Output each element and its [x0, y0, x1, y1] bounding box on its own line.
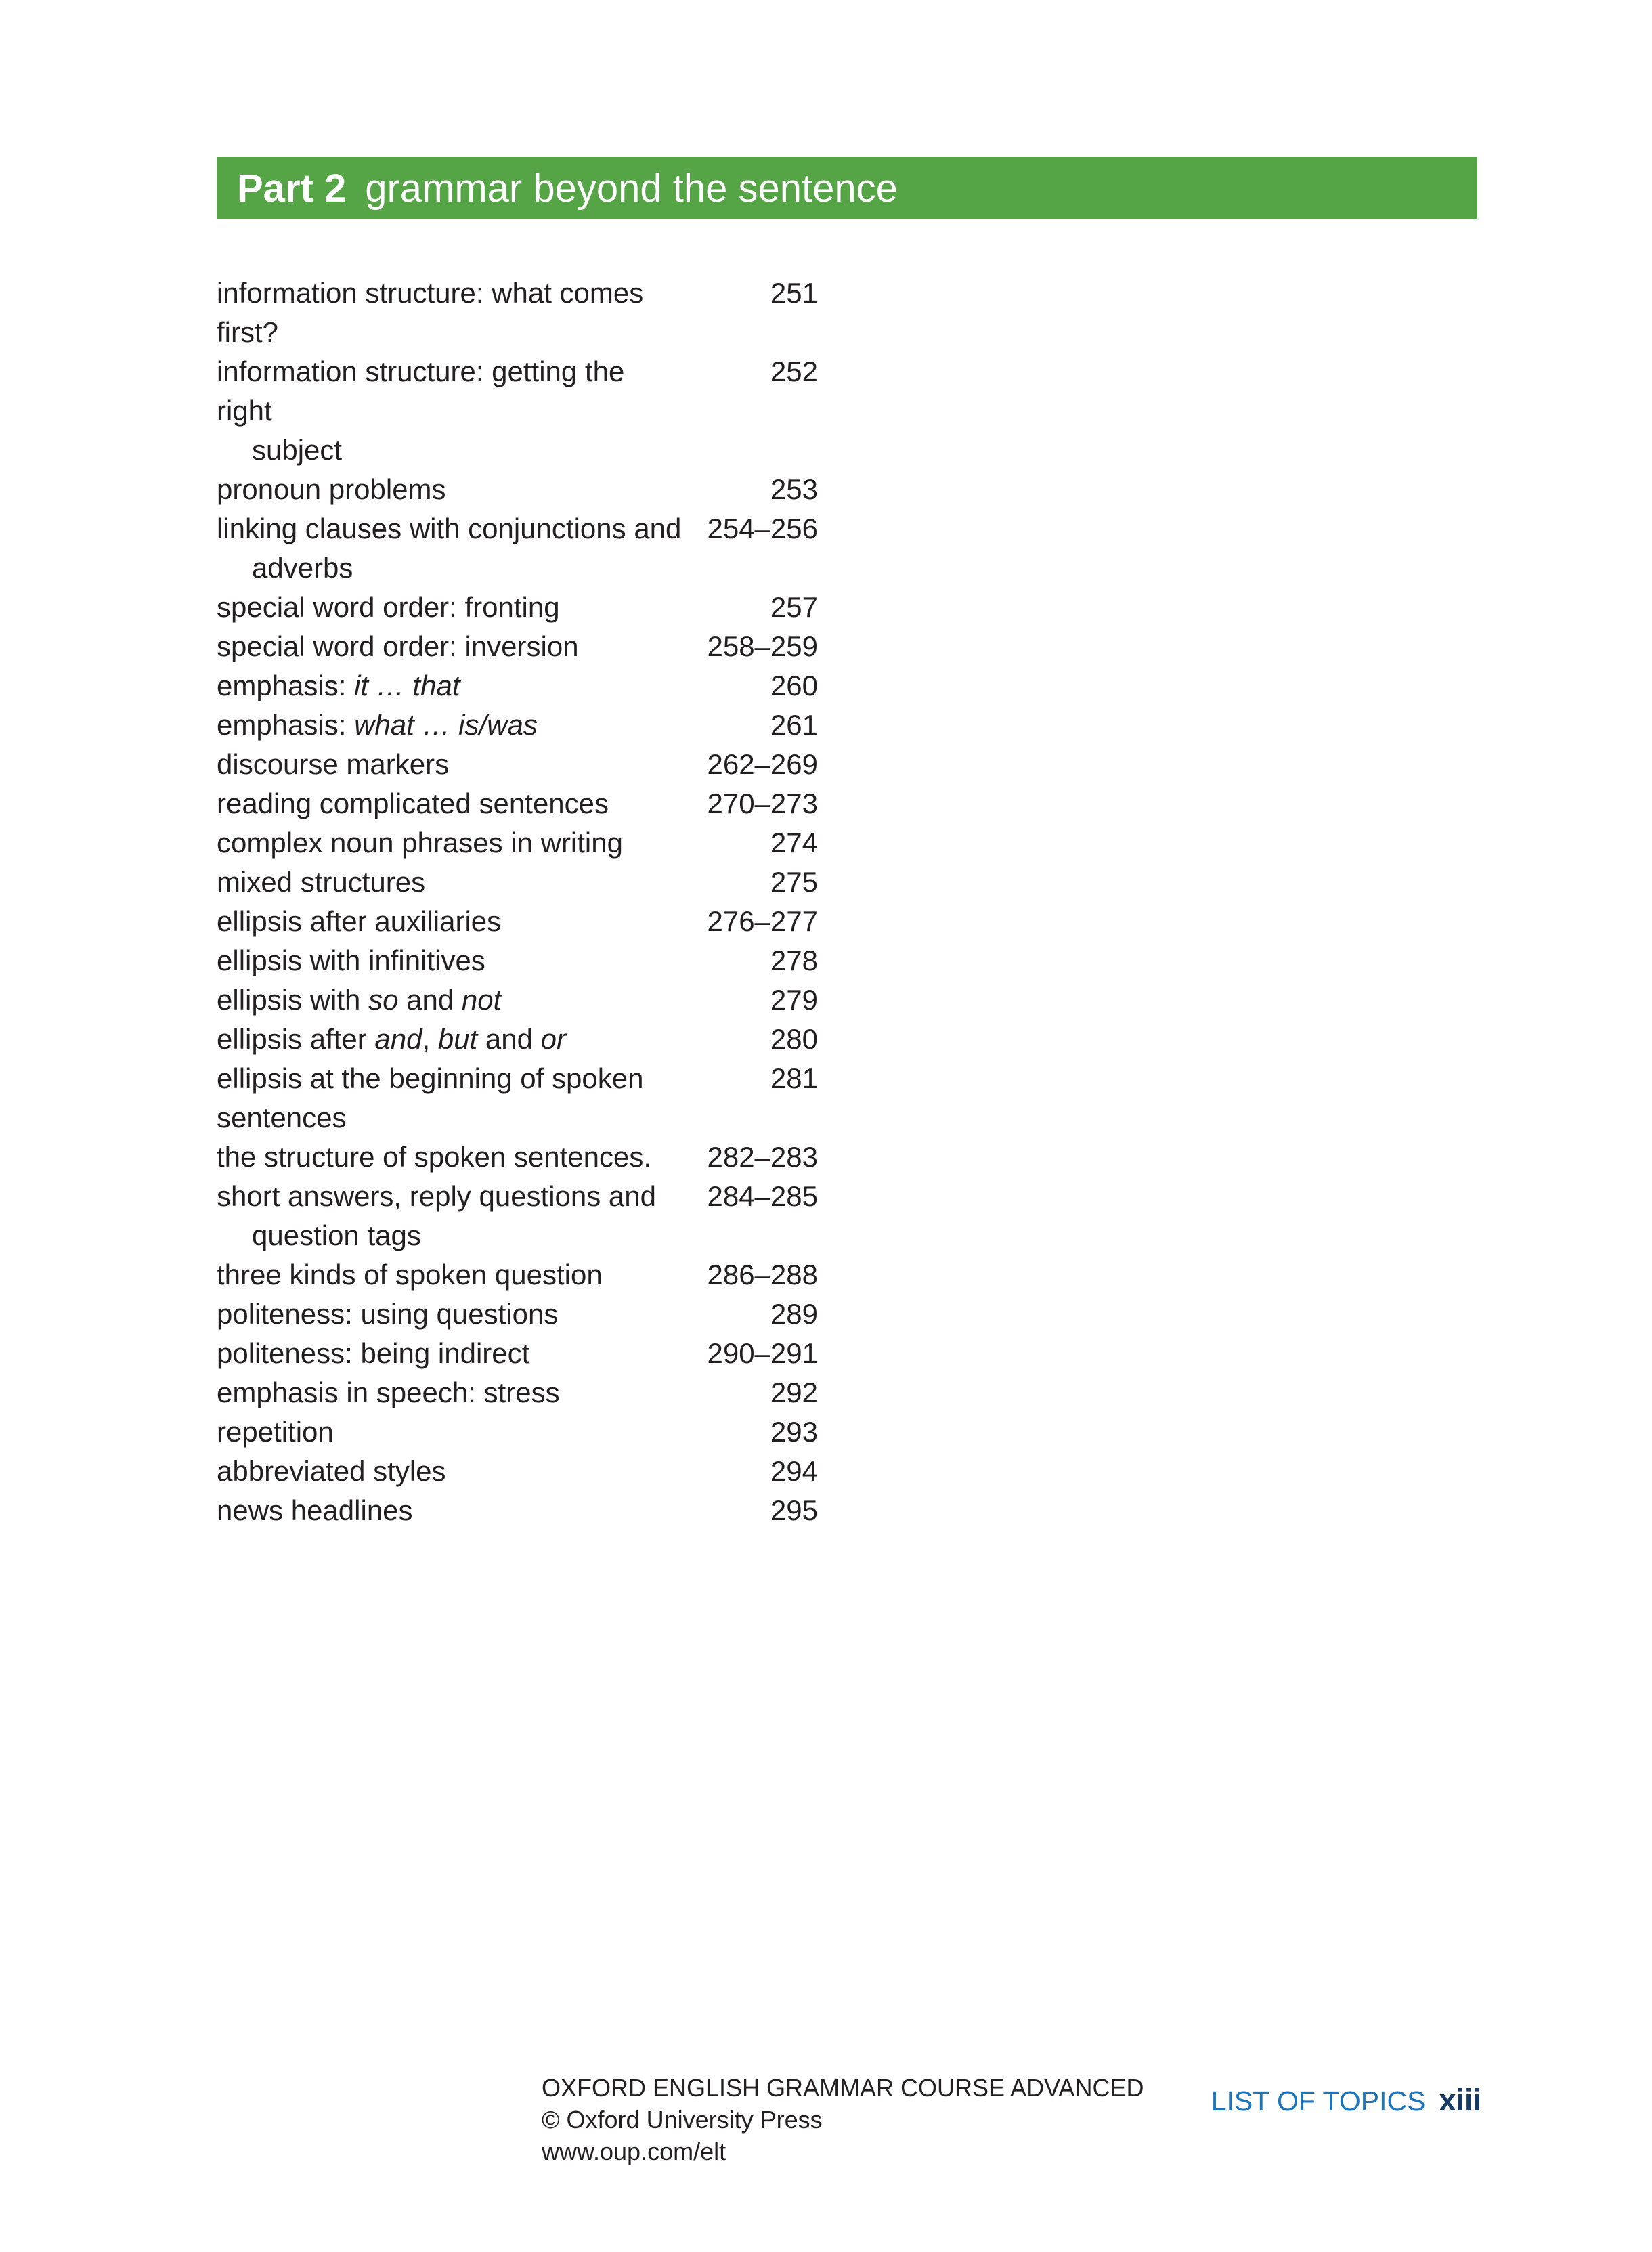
toc-entry: [217, 745, 818, 784]
toc-entry: [217, 1059, 818, 1138]
toc-entry-pages: 257: [770, 591, 818, 623]
toc-entry-title: ellipsis with so and not: [217, 984, 502, 1016]
toc-entry-title: politeness: being indirect: [217, 1337, 530, 1369]
toc-entry-title: linking clauses with conjunctions and adverbs: [217, 509, 699, 588]
toc-entry-title-continuation: question tags: [252, 1219, 421, 1251]
toc-entry-title-continuation: subject: [252, 434, 343, 466]
toc-entry-title: special word order: fronting: [217, 591, 560, 623]
toc-entry-title: ellipsis after auxiliaries: [217, 905, 502, 937]
toc-entry-title: ellipsis with infinitives: [217, 945, 485, 976]
toc-entry-pages: 252: [770, 355, 818, 387]
toc-entry-title: emphasis: what … is/was: [217, 709, 538, 741]
toc-entry-pages: 261: [770, 709, 818, 741]
toc-entry: [217, 706, 818, 745]
toc-entry-pages: 260: [770, 670, 818, 701]
footer-book-title: OXFORD ENGLISH GRAMMAR COURSE ADVANCED: [542, 2074, 1144, 2102]
part-header: [217, 157, 1477, 219]
toc-entry-pages: 284–285: [707, 1180, 818, 1212]
toc-entry-pages: 292: [770, 1377, 818, 1408]
toc-entry-title: the structure of spoken sentences.: [217, 1141, 652, 1173]
footer-page-number: xiii: [1439, 2083, 1481, 2117]
toc-entry-pages: 289: [770, 1298, 818, 1330]
toc-entry: [217, 1452, 818, 1491]
toc-entry-title: information structure: getting the right subject: [217, 352, 699, 470]
footer-copyright: © Oxford University Press: [542, 2106, 823, 2134]
toc-entry-title: discourse markers: [217, 748, 450, 780]
toc-entry: [217, 863, 818, 902]
footer-pagination: [1211, 2083, 1481, 2118]
toc-entry: [217, 666, 818, 706]
toc-entry-pages: 274: [770, 827, 818, 859]
toc-entry-pages: 279: [770, 984, 818, 1016]
toc-entry: [217, 1138, 818, 1177]
toc-entry: [217, 1177, 818, 1255]
toc-entry: [217, 1255, 818, 1295]
footer-website: www.oup.com/elt: [542, 2138, 726, 2165]
toc-entry: [217, 1295, 818, 1334]
toc-entry: [217, 470, 818, 509]
toc-entry-pages: 282–283: [707, 1141, 818, 1173]
toc-entry-pages: 258–259: [707, 630, 818, 662]
toc-entry-pages: 262–269: [707, 748, 818, 780]
toc-entry: [217, 902, 818, 941]
toc-entry-title: short answers, reply questions and question tags: [217, 1177, 699, 1255]
toc-entry-title: politeness: using questions: [217, 1298, 559, 1330]
toc-entry-title: emphasis: it … that: [217, 670, 460, 701]
toc-entry: [217, 1334, 818, 1373]
toc-entry-pages: 270–273: [707, 787, 818, 819]
toc-entry-pages: 276–277: [707, 905, 818, 937]
toc-entry-pages: 286–288: [707, 1259, 818, 1291]
toc-entry-title: ellipsis at the beginning of spoken sentences: [217, 1062, 644, 1133]
toc-entry: [217, 588, 818, 627]
toc-entry-title: mixed structures: [217, 866, 426, 898]
toc-entry-pages: 278: [770, 945, 818, 976]
toc-entry-title: repetition: [217, 1416, 334, 1448]
toc-entry-title-continuation: adverbs: [252, 552, 353, 584]
toc-entry: [217, 274, 818, 352]
toc-entry: [217, 784, 818, 823]
toc-entry-pages: 251: [770, 277, 818, 309]
toc-entry-pages: 280: [770, 1023, 818, 1055]
part-label: Part 2: [237, 166, 347, 211]
toc-list: [217, 274, 818, 1530]
toc-entry-pages: 254–256: [707, 513, 818, 544]
toc-entry-pages: 295: [770, 1494, 818, 1526]
toc-entry-title: abbreviated styles: [217, 1455, 446, 1487]
toc-entry-title: three kinds of spoken question: [217, 1259, 603, 1291]
toc-entry: [217, 1412, 818, 1452]
footer-imprint: [542, 2072, 1144, 2167]
toc-entry: [217, 509, 818, 588]
toc-entry: [217, 941, 818, 980]
toc-entry-title: pronoun problems: [217, 473, 446, 505]
toc-entry-pages: 293: [770, 1416, 818, 1448]
toc-entry: [217, 627, 818, 666]
toc-entry-title: ellipsis after and, but and or: [217, 1023, 567, 1055]
toc-entry-title: information structure: what comes first?: [217, 277, 644, 348]
toc-entry-title: emphasis in speech: stress: [217, 1377, 560, 1408]
toc-entry: [217, 980, 818, 1020]
toc-entry: [217, 1491, 818, 1530]
toc-entry-pages: 253: [770, 473, 818, 505]
toc-entry-pages: 294: [770, 1455, 818, 1487]
toc-entry: [217, 1020, 818, 1059]
part-title: grammar beyond the sentence: [365, 166, 898, 211]
toc-entry: [217, 352, 818, 470]
toc-entry-pages: 275: [770, 866, 818, 898]
toc-entry-title: reading complicated sentences: [217, 787, 609, 819]
toc-entry-title: news headlines: [217, 1494, 413, 1526]
toc-entry-title: special word order: inversion: [217, 630, 579, 662]
footer-section-label: LIST OF TOPICS: [1211, 2085, 1426, 2117]
toc-entry-pages: 281: [770, 1062, 818, 1094]
toc-entry: [217, 823, 818, 863]
toc-entry-title: complex noun phrases in writing: [217, 827, 623, 859]
toc-entry-pages: 290–291: [707, 1337, 818, 1369]
toc-entry: [217, 1373, 818, 1412]
